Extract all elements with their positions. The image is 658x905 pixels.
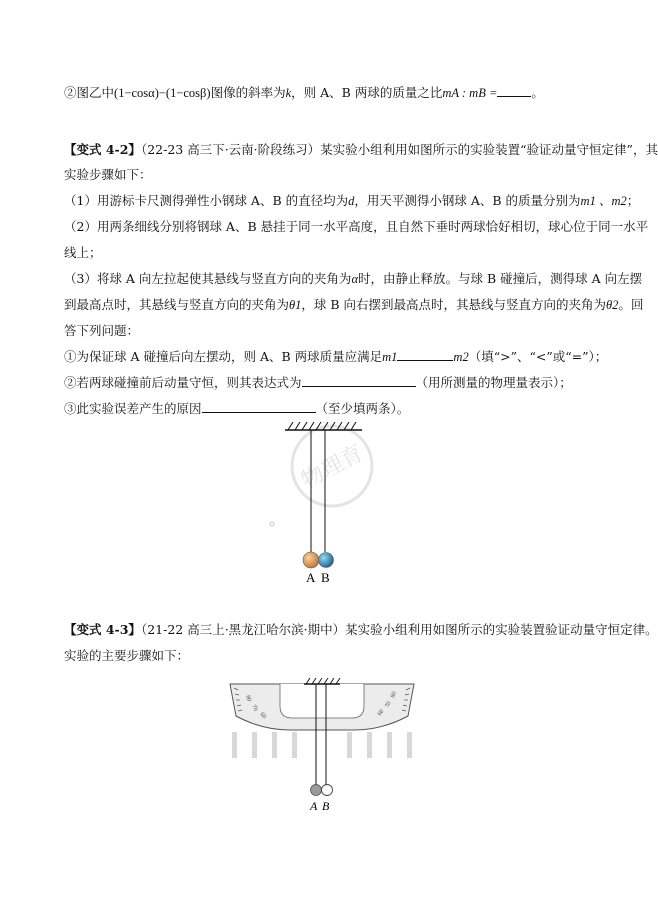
question-2-line: ②图乙中(1−cosα)−(1−cosβ)图像的斜率为k，则 A、B 两球的质量之比mA : mB = 。 [64, 85, 544, 100]
watermark [292, 426, 372, 506]
variant-4-3-intro: 实验的主要步骤如下： [64, 648, 190, 663]
ball-b-label: B [322, 799, 330, 813]
ball-a-label: A [306, 570, 316, 585]
ball-b-label: B [321, 570, 330, 585]
item-marker: ② [64, 85, 77, 100]
mass-ratio: mA : mB = [442, 86, 498, 100]
svg-text:70: 70 [250, 704, 259, 713]
variant-tag: 【变式 4-3】 [64, 622, 141, 637]
variant-4-2-heading: 【变式 4-2】（22-23 高三下·云南·阶段练习）某实验小组利用如图所示的实验装置“验证动量守恒定律”，其 [64, 142, 658, 157]
ball-a [303, 552, 319, 568]
ball-b [319, 553, 334, 568]
answer-blank[interactable] [497, 84, 531, 97]
question-a: ①为保证球 A 碰撞后向左摆动，则 A、B 两球质量应满足m1 m2（填“>”、“<”或“=”）； [64, 349, 608, 364]
source-note: （22-23 高三下·云南·阶段练习） [140, 142, 321, 157]
step-3-cont2: 答下列问题： [64, 323, 140, 338]
scan-bars [232, 732, 412, 758]
step-2: （2）用两条细线分别将钢球 A、B 悬挂于同一水平高度，且自然下垂时两球恰好相切，球心位于同一水平 [64, 219, 649, 234]
ball-a-label: A [310, 799, 318, 813]
svg-text:60: 60 [258, 711, 267, 720]
svg-text:80: 80 [390, 690, 398, 699]
step-3: （3）将球 A 向左拉起使其悬线与竖直方向的夹角为α时，由静止释放。与球 B 碰撞后，测得球 A 向左摆 [64, 271, 643, 286]
ball-b [322, 785, 333, 796]
answer-blank[interactable] [302, 374, 416, 387]
ball-a [311, 785, 322, 796]
svg-text:70: 70 [384, 700, 393, 709]
svg-text:物理育: 物理育 [297, 439, 368, 493]
question-c: ③此实验误差产生的原因 （至少填两条）。 [64, 401, 410, 416]
answer-blank[interactable] [202, 400, 316, 413]
svg-text:60: 60 [376, 708, 386, 718]
answer-blank[interactable] [397, 348, 453, 361]
variant-tag: 【变式 4-2】 [64, 142, 141, 157]
math-expression: (1−cosα)−(1−cosβ) [114, 86, 211, 100]
variant-4-3-heading: 【变式 4-3】（21-22 高三上·黑龙江哈尔滨·期中）某实验小组利用如图所示的实验装置验证动量守恒定律。 [64, 622, 658, 637]
pendulum-figure-1 [260, 418, 390, 588]
step-2-cont: 线上； [64, 245, 102, 260]
variant-4-2-intro: 实验步骤如下： [64, 167, 152, 182]
source-note: （21-22 高三上·黑龙江哈尔滨·期中） [140, 622, 346, 637]
pendulum-figure-2 [222, 676, 422, 818]
step-3-cont: 到最高点时，其悬线与竖直方向的夹角为θ1，球 B 向右摆到最高点时，其悬线与竖直方向的夹角为θ2。回 [64, 297, 644, 312]
svg-text:80: 80 [244, 694, 252, 703]
step-1: （1）用游标卡尺测得弹性小钢球 A、B 的直径均为d，用天平测得小钢球 A、B 的质量分别为m1 、m2； [64, 193, 640, 208]
question-b: ②若两球碰撞前后动量守恒，则其表达式为 （用所测量的物理量表示）； [64, 375, 572, 390]
